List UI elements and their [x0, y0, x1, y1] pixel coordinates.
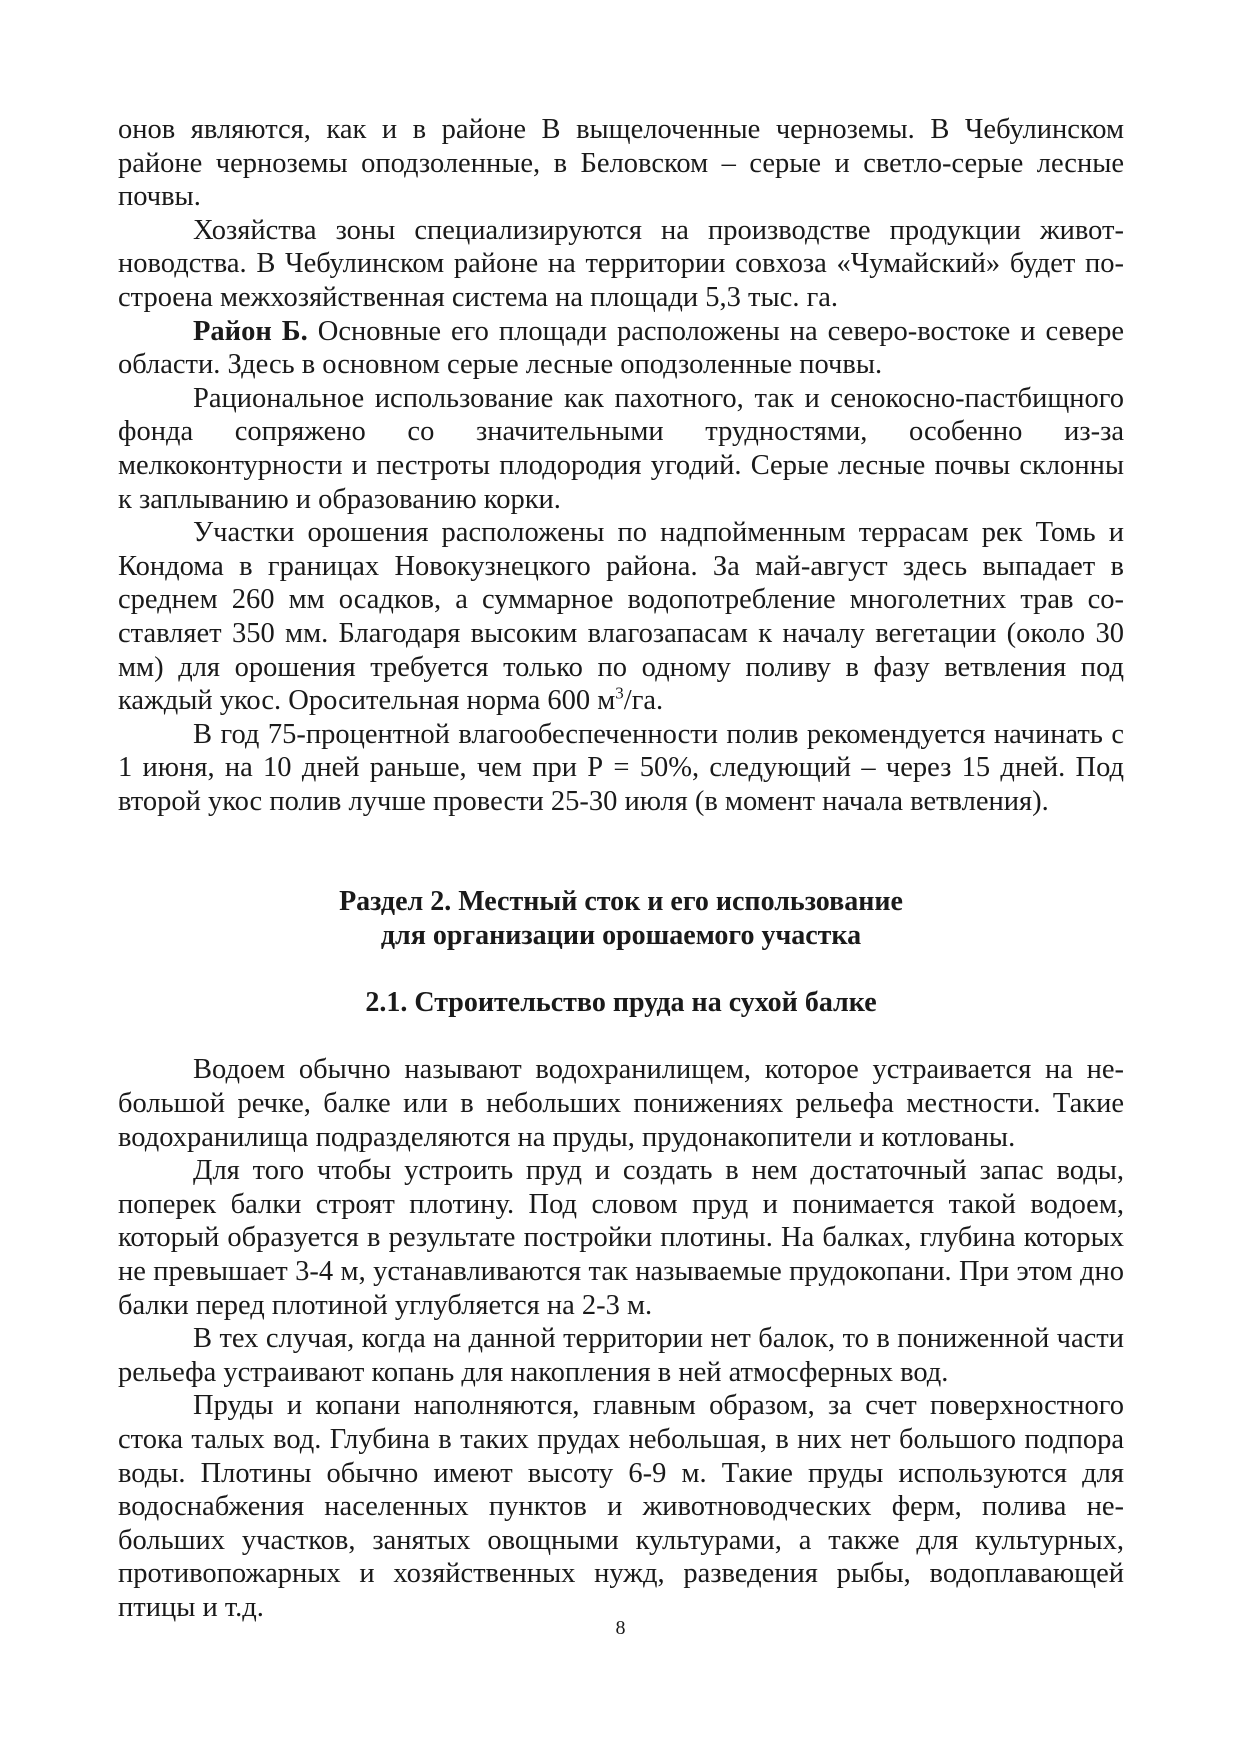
paragraph-farm-specialization: Хозяйства зоны специализируются на производстве продукции животноводства. В Чебулинском районе на территории совхоза «Чумайский» будет построена межхозяйственная система на площади 5,3 тыс. га. — [118, 214, 1124, 313]
page-number: 8 — [615, 1617, 626, 1639]
cubic-superscript: 3 — [615, 683, 624, 703]
paragraph-irrigation-plots — [118, 516, 1124, 718]
district-b-lead: Район Б. — [193, 315, 308, 347]
irrigation-text: Участки орошения расположены по надпойменным террасам рек Томь и Кондома в границах Новокузнецкого района. За май-август здесь выпадает в среднем 260 мм осадков, а суммарное водопотребление многолетних трав составляет 350 мм. Благодаря высоким влагозапасам к началу вегетации (около 30 мм) для орошения требуется только по одному поливу в фазу ветвления под каждый укос. Оросительная норма 600 м — [118, 517, 1124, 717]
subsection-title: 2.1. Строительство пруда на сухой балке — [365, 987, 877, 1019]
paragraph-pond-construction: Для того чтобы устроить пруд и создать в нем достаточный запас воды, поперек балки строят плотину. Под словом пруд и понимается такой водоем, который образуется в результате постройки плотины. На балках, глубина которых не превышает 3-4 м, устанавливаются так называемые прудокопани. При этом дно балки перед плотиной углубляется на 2-3 м. — [118, 1155, 1124, 1321]
paragraph-pond-filling: Пруды и копани наполняются, главным образом, за счет поверхностного стока талых вод. Глубина в таких прудах небольшая, в них нет большого подпора воды. Плотины обычно имеют высоту 6-9 м. Такие пруды используются для водоснабжения населенных пунктов и животноводческих ферм, полива небольших участков, занятых овощными культурами, а также для культурных, противопожарных и хозяйственных нужд, разведения рыбы, водоплавающей птицы и т.д. — [118, 1390, 1124, 1623]
paragraph-district-b — [118, 315, 1124, 382]
paragraph-rational-use: Рациональное использование как пахотного, так и сенокосно-пастбищного фонда сопряжено со значительными трудностями, особенно из-за мелкоконтурности и пестроты плодородия угодий. Серые лесные почвы склонны к заплыванию и образованию корки. — [118, 382, 1124, 515]
paragraph-reservoir-definition: Водоем обычно называют водохранилищем, которое устраивается на небольшой речке, балке или в небольших понижениях рельефа местности. Такие водохранилища подразделяются на пруды, прудонакопители и котлованы. — [118, 1054, 1124, 1153]
paragraph-no-gullies: В тех случая, когда на данной территории нет балок, то в пониженной части рельефа устраивают копань для накопления в ней атмосферных вод. — [118, 1323, 1124, 1388]
section-title — [118, 885, 1124, 953]
paragraph-soils-continuation: онов являются, как и в районе В выщелоченные черноземы. В Чебулинском районе черноземы оподзоленные, в Беловском – серые и светло-серые лесные почвы. — [118, 114, 1124, 213]
district-b-text: Основные его площади расположены на северо-востоке и севере области. Здесь в основном серые лесные оподзоленные почвы. — [118, 315, 1125, 381]
document-page — [118, 113, 1124, 1625]
section-title-line-2: для организации орошаемого участка — [380, 920, 862, 952]
section-title-line-1: Раздел 2. Местный сток и его использование — [339, 886, 903, 918]
paragraph-watering-schedule: В год 75-процентной влагообеспеченности полив рекомендуется начинать с 1 июня, на 10 дней раньше, чем при Р = 50%, следующий – через 15 дней. Под второй укос полив лучше провести 25-30 июля (в момент начала ветвления). — [118, 718, 1124, 817]
irrigation-unit: /га. — [623, 685, 664, 717]
